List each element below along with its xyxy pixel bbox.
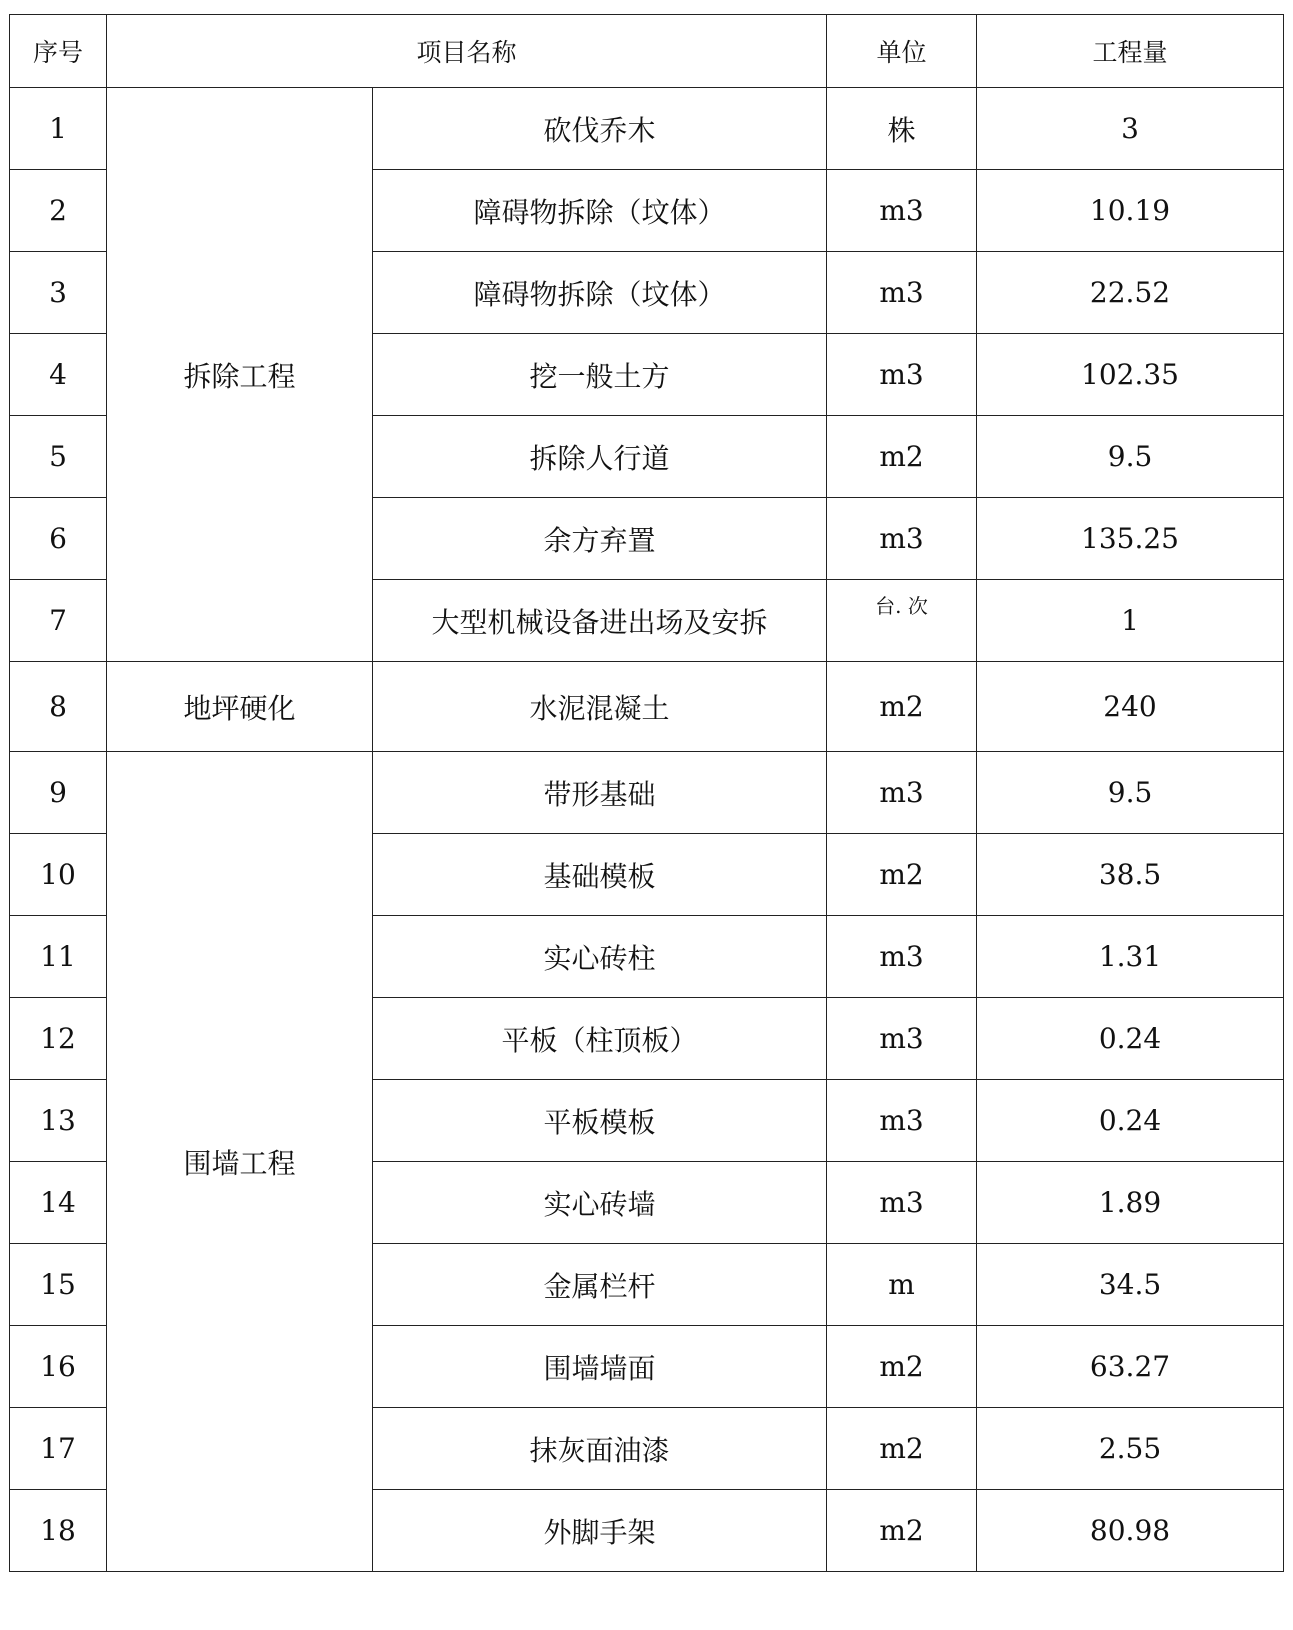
cell-unit: m3 <box>827 170 977 252</box>
group-fence: 围墙工程 <box>107 752 373 1572</box>
cell-seq: 11 <box>10 916 107 998</box>
cell-seq: 12 <box>10 998 107 1080</box>
cell-seq: 1 <box>10 88 107 170</box>
table-row <box>10 752 1284 834</box>
cell-seq: 8 <box>10 662 107 752</box>
cell-name: 金属栏杆 <box>373 1244 827 1326</box>
cell-unit: m2 <box>827 1326 977 1408</box>
cell-unit: m2 <box>827 662 977 752</box>
cell-qty: 240 <box>977 662 1284 752</box>
cell-qty: 3 <box>977 88 1284 170</box>
cell-name: 障碍物拆除（坟体） <box>373 170 827 252</box>
cell-qty: 1 <box>977 580 1284 662</box>
cell-qty: 63.27 <box>977 1326 1284 1408</box>
cell-unit: m2 <box>827 416 977 498</box>
cell-name: 基础模板 <box>373 834 827 916</box>
cell-seq: 13 <box>10 1080 107 1162</box>
cell-unit: m <box>827 1244 977 1326</box>
header-row <box>10 15 1284 88</box>
cell-unit: m2 <box>827 1490 977 1572</box>
cell-name: 拆除人行道 <box>373 416 827 498</box>
cell-qty: 1.31 <box>977 916 1284 998</box>
cell-seq: 3 <box>10 252 107 334</box>
cell-name: 围墙墙面 <box>373 1326 827 1408</box>
cell-unit: m2 <box>827 834 977 916</box>
group-demolition: 拆除工程 <box>107 88 373 662</box>
cell-seq: 18 <box>10 1490 107 1572</box>
cell-unit: m3 <box>827 752 977 834</box>
cell-unit <box>827 580 977 662</box>
cell-name: 实心砖柱 <box>373 916 827 998</box>
cell-unit: m3 <box>827 1162 977 1244</box>
cell-seq: 4 <box>10 334 107 416</box>
header-item-name: 项目名称 <box>107 15 827 88</box>
cell-qty: 2.55 <box>977 1408 1284 1490</box>
cell-unit: m3 <box>827 1080 977 1162</box>
cell-unit: m3 <box>827 916 977 998</box>
cell-name: 带形基础 <box>373 752 827 834</box>
cell-seq: 15 <box>10 1244 107 1326</box>
cell-seq: 9 <box>10 752 107 834</box>
cell-qty: 9.5 <box>977 416 1284 498</box>
cell-seq: 7 <box>10 580 107 662</box>
cell-qty: 10.19 <box>977 170 1284 252</box>
cell-unit: m2 <box>827 1408 977 1490</box>
table-row <box>10 88 1284 170</box>
cell-name: 平板模板 <box>373 1080 827 1162</box>
cell-seq: 17 <box>10 1408 107 1490</box>
cell-qty: 22.52 <box>977 252 1284 334</box>
cell-qty: 38.5 <box>977 834 1284 916</box>
cell-qty: 1.89 <box>977 1162 1284 1244</box>
cell-qty: 102.35 <box>977 334 1284 416</box>
cell-seq: 10 <box>10 834 107 916</box>
cell-name: 大型机械设备进出场及安拆 <box>373 580 827 662</box>
cell-seq: 2 <box>10 170 107 252</box>
cell-qty: 80.98 <box>977 1490 1284 1572</box>
cell-qty: 0.24 <box>977 998 1284 1080</box>
table-row <box>10 662 1284 752</box>
cell-qty: 135.25 <box>977 498 1284 580</box>
cell-name: 抹灰面油漆 <box>373 1408 827 1490</box>
cell-seq: 5 <box>10 416 107 498</box>
cell-name: 水泥混凝土 <box>373 662 827 752</box>
cell-unit: m3 <box>827 998 977 1080</box>
header-quantity: 工程量 <box>977 15 1284 88</box>
header-seq: 序号 <box>10 15 107 88</box>
cell-seq: 14 <box>10 1162 107 1244</box>
cell-qty: 34.5 <box>977 1244 1284 1326</box>
group-ground: 地坪硬化 <box>107 662 373 752</box>
cell-unit: m3 <box>827 252 977 334</box>
cell-seq: 16 <box>10 1326 107 1408</box>
cell-qty: 9.5 <box>977 752 1284 834</box>
cell-name: 外脚手架 <box>373 1490 827 1572</box>
cell-unit: 株 <box>827 88 977 170</box>
cell-name: 障碍物拆除（坟体） <box>373 252 827 334</box>
cell-qty: 0.24 <box>977 1080 1284 1162</box>
cell-name: 余方弃置 <box>373 498 827 580</box>
header-unit: 单位 <box>827 15 977 88</box>
cell-seq: 6 <box>10 498 107 580</box>
cell-unit-text: 台. 次 <box>875 594 928 618</box>
cell-name: 砍伐乔木 <box>373 88 827 170</box>
cell-unit: m3 <box>827 334 977 416</box>
cell-unit: m3 <box>827 498 977 580</box>
cell-name: 平板（柱顶板） <box>373 998 827 1080</box>
cell-name: 挖一般土方 <box>373 334 827 416</box>
quantity-table <box>9 14 1284 1572</box>
cell-name: 实心砖墙 <box>373 1162 827 1244</box>
